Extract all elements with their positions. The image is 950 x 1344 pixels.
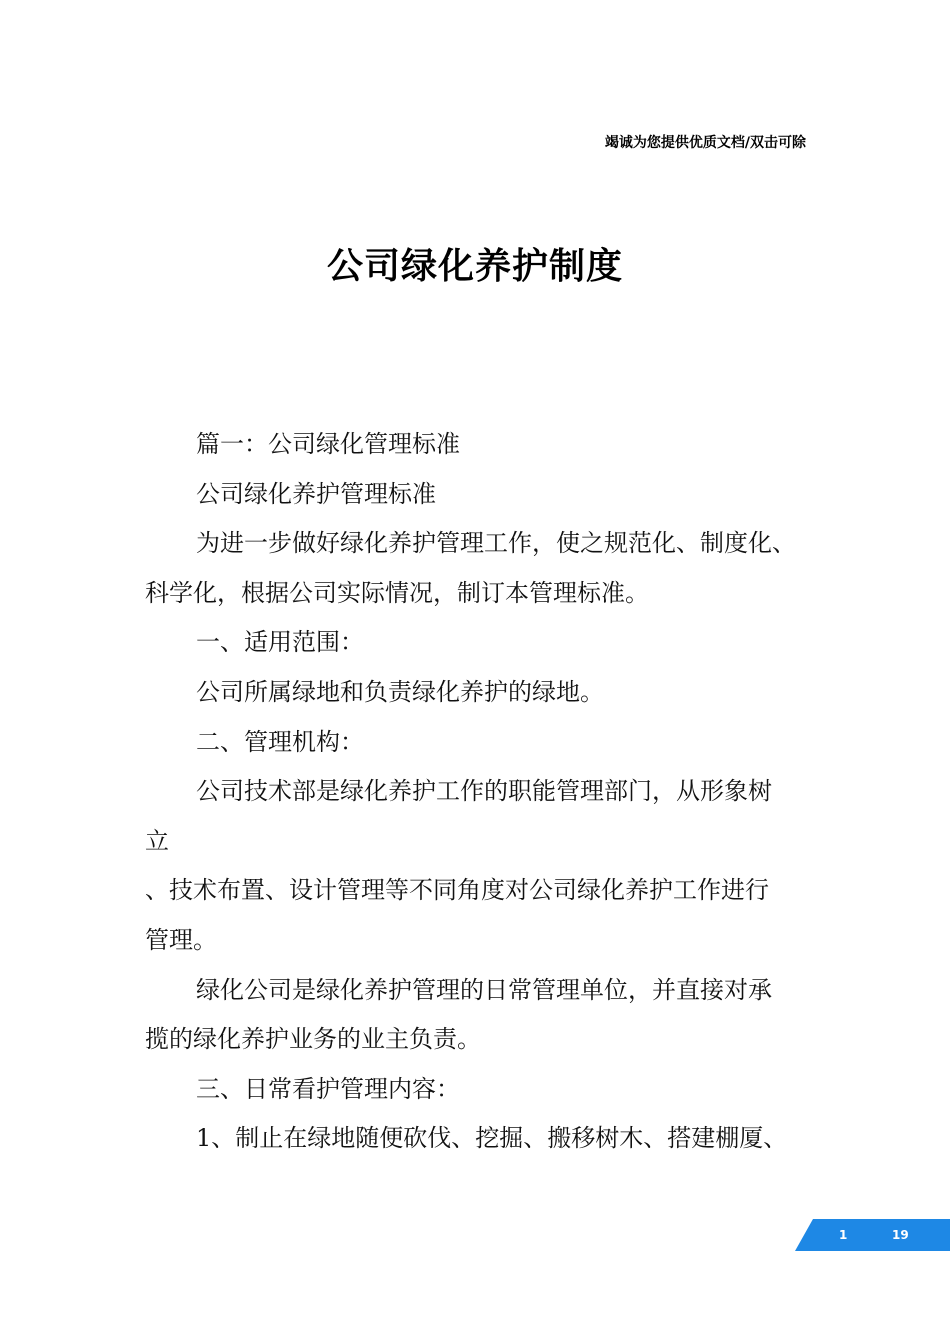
section-heading: 一、适用范围： — [196, 628, 364, 657]
body-line: 管理。 — [145, 925, 217, 954]
body-line: 、技术布置、设计管理等不同角度对公司绿化养护工作进行 — [145, 876, 769, 905]
body-line: 绿化公司是绿化养护管理的日常管理单位，并直接对承 — [196, 975, 772, 1004]
body-line: 揽的绿化养护业务的业主负责。 — [145, 1025, 481, 1054]
section-heading: 三、日常看护管理内容： — [196, 1074, 460, 1103]
section-heading: 二、管理机构： — [196, 727, 364, 756]
body-line: 公司所属绿地和负责绿化养护的绿地。 — [196, 677, 604, 706]
page-badge-shape — [795, 1219, 950, 1251]
document-body — [145, 420, 810, 1164]
document-title: 公司绿化养护制度 — [326, 246, 623, 287]
total-page-count: 19 — [892, 1228, 909, 1242]
current-page-number: 1 — [839, 1228, 848, 1242]
body-line: 科学化，根据公司实际情况，制订本管理标准。 — [145, 578, 649, 607]
body-line: 立 — [145, 826, 169, 855]
body-line: 公司技术部是绿化养护工作的职能管理部门，从形象树 — [196, 777, 772, 806]
body-line: 为进一步做好绿化养护管理工作，使之规范化、制度化、 — [196, 529, 796, 558]
header-note: 竭诚为您提供优质文档/双击可除 — [604, 135, 806, 151]
body-line: 1、制止在绿地随便砍伐、挖掘、搬移树木、搭建棚厦、 — [196, 1124, 788, 1153]
body-line: 篇一：公司绿化管理标准 — [196, 430, 460, 458]
page-number-badge — [795, 1219, 950, 1251]
body-line: 公司绿化养护管理标准 — [196, 479, 436, 508]
